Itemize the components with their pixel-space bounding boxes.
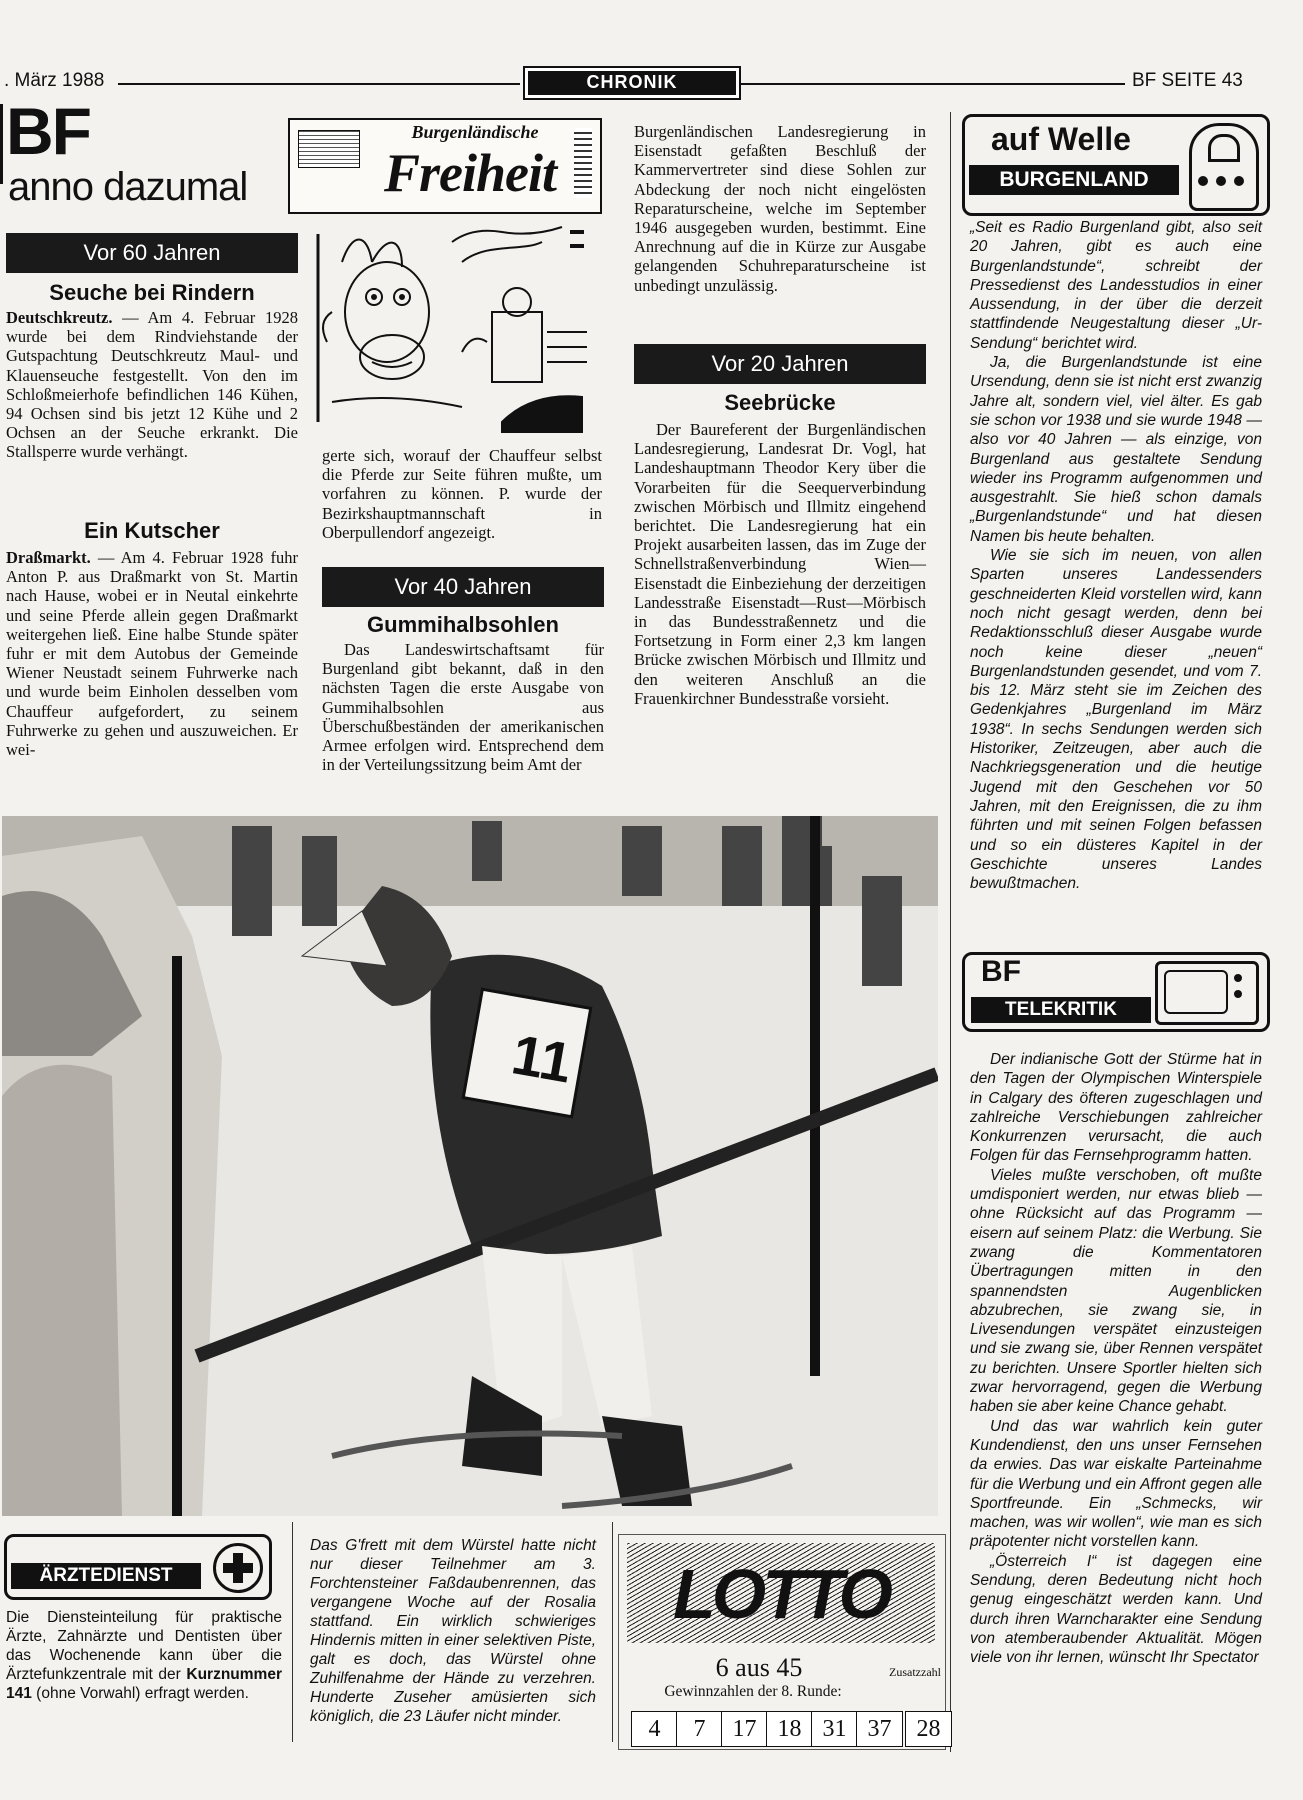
article-kutscher [6,548,298,759]
headline-seebruecke: Seebrücke [724,390,836,415]
article-gummihalbsohlen-cont: Burgenländischen Landesregierung in Eisenstadt gefaßten Beschluß der Kammervertreter sind diese Sohlen zur Abdeckung der noch nicht eingelösten Reparaturscheine, welche im September 1946 ausgegeben wurden, bestimmt. Eine Anrechnung auf die in Kürze zur Ausgabe gelangenden Schuhreparaturscheine ist unbedingt unzulässig. [634,122,926,295]
article-kutscher-text: — Am 4. Februar 1928 fuhr Anton P. aus Draßmarkt von St. Martin nach Hause, wobei er in Neutal einkehrte und seine Pferde allein gegen Draßmarkt weitergehen ließ. Eine halbe Stunde später fuhr er mit dem Autobus der Gemeinde Wiener Neustadt seinem Fuhrwerke nach und wurde beim Einholen desselben vom Chauffeur aufgefordert, zu seinem Fuhrwerke zu gehen und auszuweichen. Er wei- [6,548,298,760]
arztedienst-header-box [4,1534,272,1600]
welle-paragraph-3: Wie sie sich im neuen, von allen Sparten unseres Landessenders geschneiderten Kleid vorstellen wird, kann noch nicht gesagt werden, denn bei Redaktionsschluß dieser Ausgabe wurde noch keine dieser „neuen“ Burgenlandstunden gesendet, und vom 7. bis 12. März steht sie im Zeichen des Gedenkjahres „Burgenland im März 1938“. In sechs Sendungen werden sich Historiker, Zeitzeugen, aber auch die Nachkriegsgeneration und die heutige Jugend mit den Geschehen vor 50 Jahren, mit den Ereignissen, die zu ihm führten und mit seinen Folgen befassen und so ein düsteres Kapitel in der Geschichte unseres Landes bewußtmachen. [970,547,1262,893]
welle-title: auf Welle [991,121,1131,157]
lotto-game: 6 aus 45 [715,1653,803,1682]
medical-cross-icon [213,1543,263,1593]
dateline-deutschkreutz: Deutschkreutz. [6,308,113,327]
telekritik-bf: BF [981,955,1021,988]
welle-article [970,218,1262,893]
headline-gummihalbsohlen: Gummihalbsohlen [367,612,559,637]
masthead-side-text [574,128,592,198]
welle-paragraph-2: Ja, die Burgenlandstunde ist eine Ursendung, denn sie ist nicht erst zwanzig Jahre alt, sondern viel, viel älter. Es gab sie schon vor 1938 und sie wurde 1948 — also vor 40 Jahren — als einzige, von Burgenland aus gestaltete Sendung wieder ins Programm aufgenommen und ausgestrahlt. Sie hieß schon damals „Burgenlandstunde“ und hat diesen Namen bis heute behalten. [970,354,1262,545]
lotto-number: 18 [766,1711,813,1747]
welle-header-box [962,114,1270,216]
telekritik-article [970,1050,1262,1668]
lotto-number: 31 [811,1711,858,1747]
anno-bf-logo: BF [6,94,90,168]
radio-icon [1189,123,1259,211]
dateline-drassmarkt: Draßmarkt. [6,548,91,567]
telekritik-signature: Ihr Spectator [1169,1649,1259,1667]
lotto-logo: LOTTO [673,1555,889,1633]
masthead-big: Freiheit [383,143,556,203]
photo-svg [2,816,938,1516]
bottom-rule-1 [292,1522,293,1742]
article-kutscher-cont: gerte sich, worauf der Chauffeur selbst die Pferde zur Seite führen mußte, um vorfahren zu können. P. wurde der Bezirkshauptmannschaft in Oberpullendorf angezeigt. [322,446,602,542]
welle-subtitle: BURGENLAND [969,165,1179,195]
cartoon-svg [312,222,590,440]
arztedienst-text-b: (ohne Vorwahl) erfragt werden. [31,1685,249,1702]
telekritik-header-box [962,952,1270,1032]
lotto-zusatz-label: Zusatzzahl [889,1665,941,1679]
telekritik-paragraph-1: Der indianische Gott der Stürme hat in den Tagen der Olympischen Winterspiele in Calgary des öfteren zugeschlagen und zahlreiche Verschiebungen zahlreicher Konkurrenzen verursacht, die auch Folgen für das Fernsehprogramm hatten. [970,1051,1262,1165]
article-seebruecke: Der Baureferent der Burgenländischen Landesregierung, Landesrat Dr. Vogl, hat Landeshauptmann Theodor Kery über die Vorarbeiten für die Seequerverbindung zwischen Mörbisch und Illmitz eingehend berichtet. Die Landesregierung hat ein Projekt ausarbeiten lassen, das im Zuge der Schnellstraßenverbindung Wien—Eisenstadt die Einbeziehung der derzeitigen Landesstraße Eisenstadt—Rust—Mörbisch in das Bundesstraßennetz und die Fortsetzung in Form einer 2,3 km langen Brücke zwischen Mörbisch und Illmitz und den weiteren Anschluß an die Frauenkirchner Bundesstraße vorsieht. [634,420,926,708]
masthead-freiheit [288,118,602,214]
lotto-subtitle: Gewinnzahlen der 8. Runde: [664,1683,842,1700]
tv-icon [1155,961,1259,1025]
banner-60-jahren: Vor 60 Jahren [6,233,298,273]
welle-paragraph-1: „Seit es Radio Burgenland gibt, also seit 20 Jahren, gibt es auch eine Burgenlandstunde“, schreibt der Pressedienst des Landesstudios in einer Aussendung, in der über die derzeit stattfindende Neugestaltung dieser „Ur-Sendung“ berichtet wird. [970,219,1262,352]
telekritik-paragraph-2: Vieles mußte verschoben, oft mußte umdisponiert werden, nur etwas blieb — ohne Rücksicht auf das Programm — eisern auf seinem Platz: die Werbung. Sie zwang die Kommentatoren Übertragungen mitten in den spannendsten Augenblicken abzubrechen, sie zwang sie, in Livesendungen verspätet einzusteigen und sie zwang sie, über Rennen verspätet zu berichten. Unsere Sportler hielten sich zwar hervorragend, gegen die Werbung haben sie aber keine Chance gehabt. [970,1166,1262,1416]
article-gummihalbsohlen: Das Landeswirtschaftsamt für Burgenland gibt bekannt, daß in den nächsten Tagen die erste Ausgabe von Gummihalbsohlen aus Überschußbeständen der amerikanischen Armee erfolgen wird. Entsprechend dem in der Verteilungssitzung beim Amt der [322,640,604,775]
bottom-rule-2 [612,1522,613,1742]
header-rule-left [118,83,520,85]
telekritik-paragraph-4: „Österreich I“ ist dagegen eine Sendung, deren Bedeutung nicht hoch genug eingeschätzt werden kann. Und durch ihren Warncharakter eine Sendung von atemberaubender Aktualität. Mögen viele von ihr lernen, wünscht [970,1552,1262,1667]
telekritik-title: TELEKRITIK [971,997,1151,1023]
lotto-numbers [631,1711,950,1747]
section-label [523,66,741,100]
bib-number: 11 [507,1022,577,1095]
arztedienst-text [6,1608,282,1703]
slalom-photo [2,816,938,1516]
header-rule-right [740,83,1125,85]
issue-date: . März 1988 [4,70,105,91]
arztedienst-title: ÄRZTEDIENST [11,1563,201,1589]
lotto-zusatzzahl: 28 [905,1711,952,1747]
lotto-number: 37 [856,1711,903,1747]
arztedienst-text-a: Die Diensteinteilung für praktische Ärzte, Zahnärzte und Dentisten über das Wochenende kann über die Ärztefunkzentrale mit der [6,1609,282,1683]
article-seuche [6,308,298,462]
anno-subtitle: anno dazumal [8,165,248,209]
section-label-text: CHRONIK [528,71,736,95]
telekritik-paragraph-3: Und das war wahrlich kein guter Kundendienst, den uns unser Fernsehen da erwies. Das war eiskalte Parteinahme für die Werbung und ein Affront gegen alle Sportfreunde. Ein „Schmecks, wir machen, was wir wollen“, wie man es sich präpotenter nicht vorstellen kann. [970,1417,1262,1551]
lotto-number: 4 [631,1711,678,1747]
banner-40-jahren: Vor 40 Jahren [322,567,604,607]
lotto-number: 17 [721,1711,768,1747]
lotto-number: 7 [676,1711,723,1747]
photo-caption: Das G'frett mit dem Würstel hatte nicht nur dieser Teilnehmer am 3. Forchtensteiner Faßdaubenrennen, das vergangene Woche auf der Rosalia stattfand. Ein wirklich schwieriges Hindernis mitten in einer selektiven Piste, galt es doch, das Würstel ohne Zuhilfenahme der Hände zu verzehren. Hunderte Zuseher amüsierten sich königlich, die 23 Läufer nicht minder. [310,1537,596,1725]
cartoon-horse-illustration [312,222,590,440]
headline-seuche: Seuche bei Rindern [49,280,255,305]
page-number: BF SEITE 43 [1132,70,1243,91]
banner-20-jahren: Vor 20 Jahren [634,344,926,384]
column-rule-right [950,112,951,1752]
masthead-paper-icon [298,130,360,168]
lotto-box [618,1534,946,1750]
article-seuche-text: — Am 4. Februar 1928 wurde bei dem Rindviehstande der Gutspachtung Deutschkreutz Maul- und Klauenseuche festgestellt. Von den im Schloßmeierhofe befindlichen 146 Kühen, 94 Ochsen sind bis jetzt 12 Kühe und 2 Ochsen an der Seuche erkrankt. Die Stallsperre wurde verhängt. [6,308,298,462]
arztedienst-kurznummer: Kurznummer 141 [6,1666,282,1702]
masthead-small: Burgenländische [411,122,539,142]
headline-kutscher: Ein Kutscher [84,518,220,543]
